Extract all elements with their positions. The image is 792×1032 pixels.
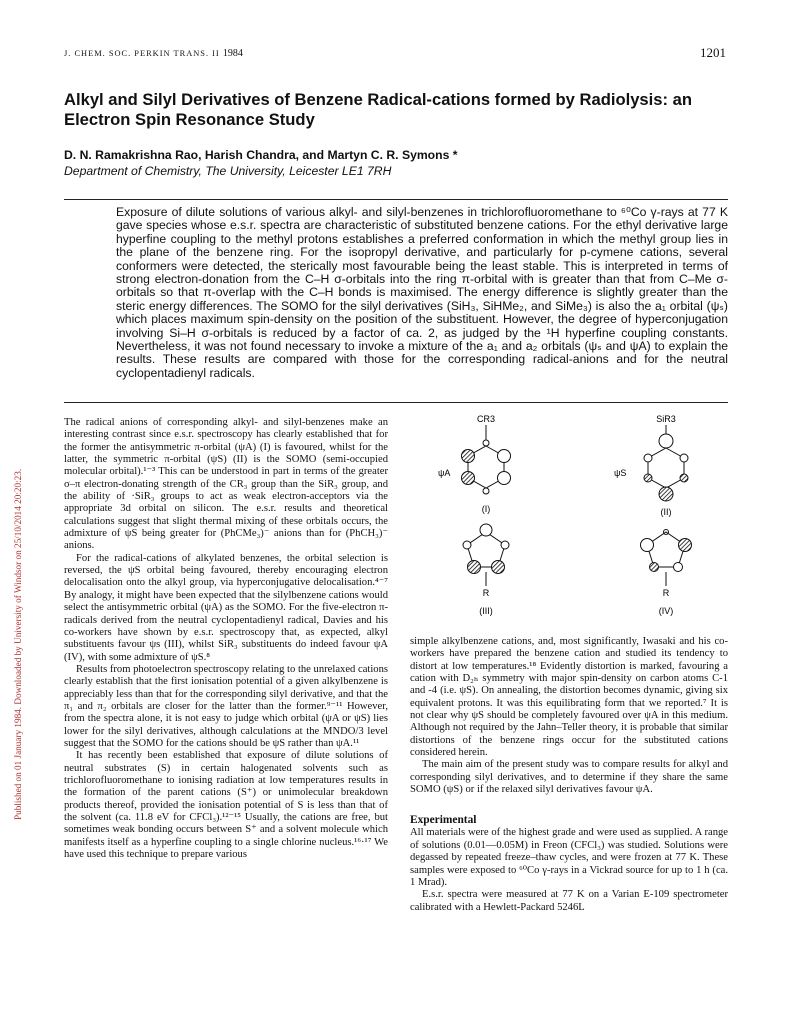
orbital-lobe — [674, 563, 683, 572]
orbital-lobe — [492, 561, 505, 574]
paragraph: E.s.r. spectra were measured at 77 K on a Varian E-109 spectrometer calibrated with a Hewlett-Packard 5246L — [410, 889, 728, 913]
page-number: 1201 — [700, 45, 726, 60]
orbital-lobe — [480, 524, 492, 536]
running-head — [64, 48, 243, 59]
orbital-lobe — [463, 541, 471, 549]
orbital-structures-figure — [410, 412, 728, 622]
paragraph: simple alkylbenzene cations, and, most significantly, Iwasaki and his co-workers have prepared the benzene cation and studied its tendency to distort at low temperatures.¹⁸ Evidently distortion is marked, favouring a cation with D₂ₕ symmetry with major spin-density on carbon atoms C-1 and -4 (i.e. ψS). On annealing, the distortion becomes dynamic, giving six equivalent protons. It was this equilibrating form that we reported.⁷ It is not clear why ψS should be completely favoured over ψA in this medium. Although not required by the Jahn–Teller theory, it is probable that similar distortions of the benzene rings occur for the substituted cations considered herein. — [410, 636, 728, 759]
substituent-cr3: CR3 — [476, 414, 496, 424]
orbital-lobe — [659, 434, 673, 448]
substituent-sir3: SiR3 — [656, 414, 676, 424]
section-heading-experimental: Experimental — [410, 814, 477, 827]
structure-III — [463, 524, 509, 616]
author-list: D. N. Ramakrishna Rao, Harish Chandra, and Martyn C. R. Symons * — [64, 148, 458, 162]
download-watermark — [2, 180, 23, 820]
paragraph: The radical anions of corresponding alkyl- and silyl-benzenes make an interesting contrast since e.s.r. spectroscopy has clearly established that for the former the antisymmetric π-orbital (ψA) (I) is favoured, whilst for the latter, the symmetric π-orbital (ψS) (II) is the SOMO (semi-occupied molecular orbital).¹⁻³ This can be understood in part in terms of the greater σ–π electron-donating strength of the CR₃ group than the SiR₃ group, and the ability of ·SiR₃ groups to act as weak electron-acceptors via the appropriate 3d orbital on silicon. The e.s.r. results and theoretical calculations suggest that slight thermal mixing of these orbitals occurs, the admixture of ψS being greater for (PhCMe₃)⁻ anions than for (PhCH₃)⁻ anions. — [64, 417, 388, 552]
orbital-lobe — [501, 541, 509, 549]
body-column-right — [410, 636, 728, 914]
orbital-lobe — [680, 474, 688, 482]
orbital-lobe — [498, 450, 511, 463]
structure-label-II: (II) — [660, 507, 672, 517]
structure-label-IV: (IV) — [658, 606, 674, 616]
orbital-lobe — [650, 563, 659, 572]
substituent-r: R — [482, 588, 490, 598]
orbital-lobe — [483, 488, 489, 494]
orbital-lobe — [680, 454, 688, 462]
paragraph: All materials were of the highest grade and were used as supplied. A range of solutions (0.01—0.05M) in Freon (CFCl₃) was studied. Solutions were degassed by repeated freeze–thaw cycles, and were frozen at 77 K. These samples were exposed to ⁶⁰Co γ-rays in a Vickrad source for up to 1 h (ca. 1 Mrad). — [410, 827, 728, 888]
paragraph: For the radical-cations of alkylated benzenes, the orbital selection is reversed, the ψS orbital being favoured, thereby encouraging electron delocalisation onto the alkyl group, via hyperconjugative delocalisation.⁴⁻⁷ By analogy, it might have been expected that the silylbenzene cations would select the antisymmetric orbital (ψA) as the SOMO. For the five-electron π-radicals derived from the neutral cyclopentadienyl radical, Davies and his co-workers have shown by e.s.r. spectroscopy that, as expected, alkyl substituents favour ψs (III), whilst SiR₃ substituents do indeed favour ψA (IV), with some admixture of ψS.⁸ — [64, 552, 388, 663]
orbital-lobe — [641, 539, 654, 552]
abstract: Exposure of dilute solutions of various alkyl- and silyl-benzenes in trichlorofluoromethane to ⁶⁰Co γ-rays at 77 K gave species whose e.s.r. spectra are characteristic of substituted benzene cations. For the ethyl derivative large hyperfine coupling to the methyl protons establishes a preferred conformation in which the methyl group lies in the plane of the benzene ring. For the isopropyl derivative, and particularly for p-cymene cations, several conformers were detected, the sterically most favourable being the least stable. This is interpreted in terms of strong electron-donation from the C–H σ-orbitals into the ring π-orbital with is greater than that from C–Me σ-orbitals so that π-overlap with the C–H bonds is maximised. The energy difference is slightly greater than the steric energy differences. The SOMO for the silyl derivatives (SiH₃, SiHMe₂, and SiMe₃) is also the a₁ orbital (ψₛ) which places maximum spin-density on the position of the substituent. However, the degree of hyperconjugation involving Si–H σ-orbitals is reduced by a factor of ca. 2, as judged by the ¹H hyperfine coupling constants. Nevertheless, it was not found necessary to invoke a mixture of the a₁ and a₂ orbitals (ψₛ and ψA) to explain the results. These results are compared with those for the corresponding radical-anions and for the neutral cyclopentadienyl radicals. — [116, 205, 728, 380]
orbital-lobe — [644, 454, 652, 462]
orbital-lobe — [462, 472, 475, 485]
structure-label-I: (I) — [481, 504, 491, 514]
psi-a-label: ψA — [438, 468, 451, 478]
orbital-lobe — [679, 539, 692, 552]
body-column-left — [64, 417, 388, 861]
paragraph: It has recently been established that exposure of dilute solutions of neutral substrates (S) in certain halogenated solvents such as trichlorofluoromethane to ionising radiation at low temperatures results in the formation of the parent cations (S⁺) or unimolecular breakdown products thereof, provided the ionisation potential of S is less than that of the solvent (ca. 11.8 eV for CFCl₃).¹²⁻¹⁵ Usually, the cations are free, but sometimes weak bonding occurs between S⁺ and a solvent molecule which manifests itself as a hyperfine coupling to a single chlorine nucleus.¹⁶·¹⁷ We have used this technique to prepare various — [64, 750, 388, 861]
affiliation: Department of Chemistry, The University, Leicester LE1 7RH — [64, 164, 392, 178]
structure-label-III: (III) — [479, 606, 493, 616]
structure-II — [614, 414, 688, 517]
paragraph: Results from photoelectron spectroscopy relating to the unrelaxed cations clearly establish that the first ionisation potential of a given alkylbenzene is appreciably less than that for the corresponding silyl derivative, and that the π₁ and π₂ orbitals are closer for the latter than the former.⁹⁻¹¹ However, from the spectra alone, it is not easy to judge which orbital (ψA or ψS) lies lower for the silyl derivatives, although calculations at the MNDO/3 level suggest that the SOMO for the cations should be ψS rather than ψA.¹¹ — [64, 663, 388, 749]
article-title: Alkyl and Silyl Derivatives of Benzene Radical-cations formed by Radiolysis: an Electron Spin Resonance Study — [64, 90, 692, 129]
substituent-r: R — [662, 588, 670, 598]
journal-name: J. CHEM. SOC. PERKIN TRANS. II — [64, 49, 220, 58]
download-watermark-text: Published on 01 January 1984. Downloaded by University of Windsor on 25/10/2014 20:20:23. — [13, 468, 23, 820]
abstract-top-rule — [64, 199, 728, 200]
orbital-lobe — [659, 487, 673, 501]
orbital-lobe — [483, 440, 489, 446]
orbital-lobe — [462, 450, 475, 463]
structure-IV — [641, 530, 692, 617]
journal-year: 1984 — [222, 48, 243, 59]
structure-I — [438, 414, 511, 514]
abstract-bottom-rule — [64, 402, 728, 403]
orbital-lobe — [468, 561, 481, 574]
orbital-lobe — [644, 474, 652, 482]
orbital-lobe — [498, 472, 511, 485]
paragraph: The main aim of the present study was to compare results for alkyl and corresponding silyl derivatives, and to determine if they share the same SOMO (ψS) or if the relaxed silyl derivatives favour ψA. — [410, 759, 728, 796]
psi-s-label: ψS — [614, 468, 627, 478]
